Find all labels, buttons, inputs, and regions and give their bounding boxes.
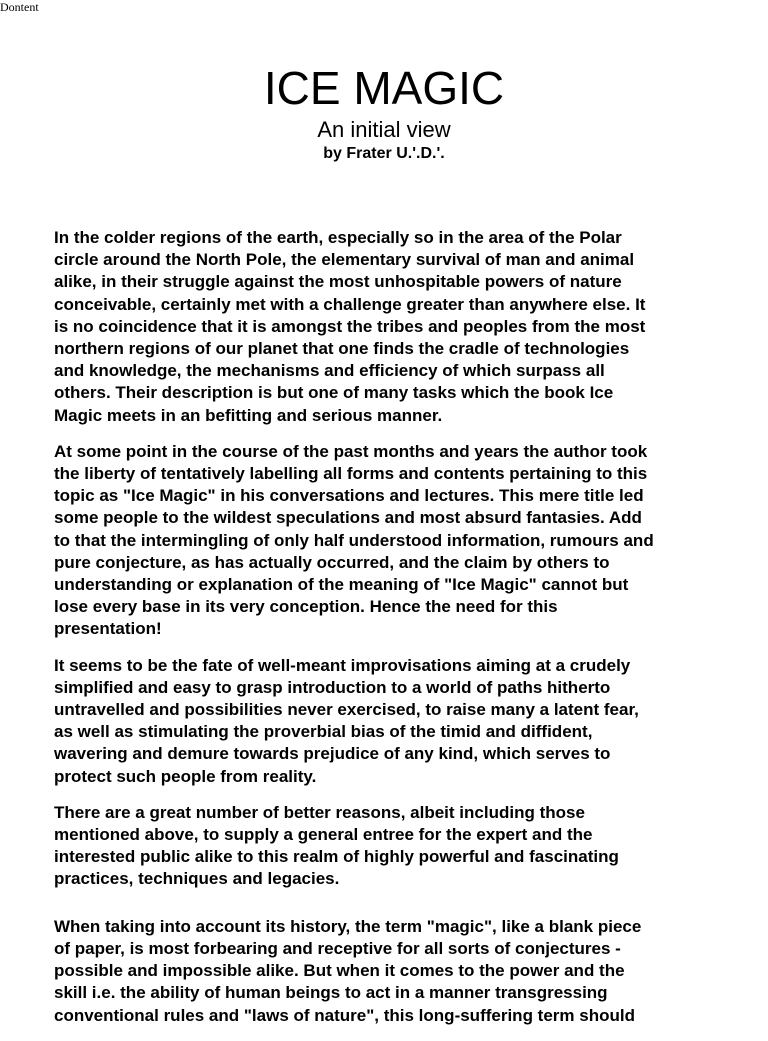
document-subtitle: An initial view [317, 117, 451, 142]
paragraph-2: At some point in the course of the past months and years the author took the liberty of tentatively labelling all forms and contents pertaining to this topic as "Ice Magic" in his conversations and lectures. This mere title led some people to the wildest speculations and most absurd fantasies. Add to that the intermingling of only half understood information, rumours and pure conjecture, as has actually occurred, and the claim by others to understanding or explanation of the meaning of "Ice Magic" cannot but lose every base in its very conception. Hence the need for this presentation! [54, 441, 654, 639]
paragraph-5: When taking into account its history, the term "magic", like a blank piece of paper, is most forbearing and receptive for all sorts of conjectures - possible and impossible alike. But when it comes to the power and the skill i.e. the ability of human beings to act in a manner transgressing conventional rules and "laws of nature", this long-suffering term should [54, 916, 642, 1025]
document-byline: by Frater U.'.D.'. [323, 145, 445, 162]
document-header [0, 62, 768, 164]
paragraph-4: There are a great number of better reasons, albeit including those mentioned above, to supply a general entree for the expert and the interested public alike to this realm of highly powerful and fascinating practices, techniques and legacies. [54, 802, 619, 889]
document-body [54, 227, 734, 1041]
paragraph-3: It seems to be the fate of well-meant improvisations aiming at a crudely simplified and easy to grasp introduction to a world of paths hitherto untravelled and possibilities never exercised, to raise many a latent fear, as well as stimulating the proverbial bias of the timid and diffident, wavering and demure towards prejudice of any kind, which serves to protect such people from reality. [54, 655, 639, 786]
document-title: ICE MAGIC [263, 62, 505, 114]
corner-label: Dontent [0, 0, 39, 14]
paragraph-1: In the colder regions of the earth, especially so in the area of the Polar circle around the North Pole, the elementary survival of man and animal alike, in their struggle against the most unhospitable powers of nature conceivable, certainly met with a challenge greater than anywhere else. It is no coincidence that it is amongst the tribes and peoples from the most northern regions of our planet that one finds the cradle of technologies and knowledge, the mechanisms and efficiency of which surpass all others. Their description is but one of many tasks which the book Ice Magic meets in an befitting and serious manner. [54, 228, 646, 425]
